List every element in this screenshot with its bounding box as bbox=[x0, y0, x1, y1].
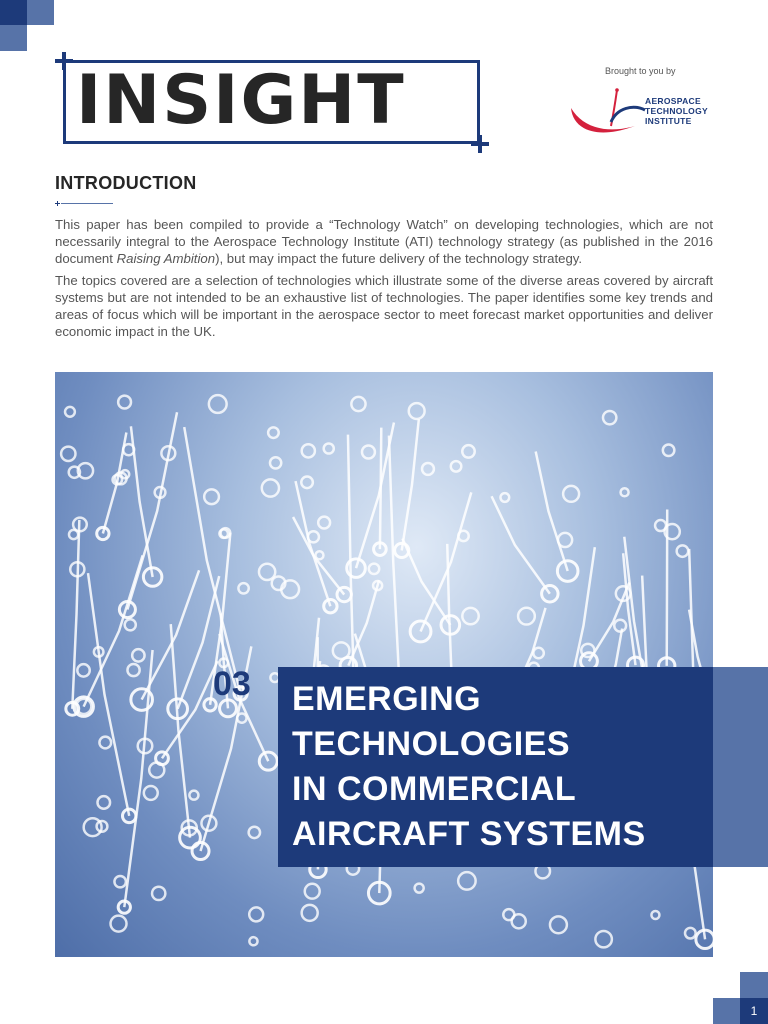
ati-logo-line: INSTITUTE bbox=[645, 116, 692, 126]
plus-icon bbox=[55, 201, 60, 206]
corner-square bbox=[713, 998, 740, 1024]
corner-square bbox=[0, 25, 27, 51]
introduction-paragraph bbox=[55, 216, 713, 267]
title-line: AIRCRAFT SYSTEMS bbox=[292, 815, 646, 853]
plus-icon bbox=[471, 135, 489, 153]
title-line: EMERGING bbox=[292, 680, 482, 718]
issue-number: 03 bbox=[213, 665, 251, 703]
introduction-paragraph: The topics covered are a selection of technologies which illustrate some of the diverse areas covered by aircraft systems but are not intended to be an exhaustive list of technologies. The paper identifies some key trends and areas of focus which will be important in the aerospace sector to meet forecast market opportunities and deliver economic impact in the UK. bbox=[55, 273, 713, 339]
circuit-board-image bbox=[55, 372, 713, 957]
document-title-emphasis: Raising Ambition bbox=[116, 251, 216, 266]
paragraph-text: ), but may impact the future delivery of the technology strategy. bbox=[215, 251, 583, 266]
corner-square bbox=[27, 0, 54, 25]
document-title bbox=[292, 677, 646, 857]
paragraph-text: This paper has been compiled to provide a “Technology Watch” on developing technologies, which are not necessarily integral to the Aerospace Technology Institute (ATI) technology strategy (as published in the 2016 document bbox=[55, 217, 713, 266]
corner-square bbox=[740, 972, 768, 998]
title-accent-block bbox=[713, 667, 768, 867]
circuit-board-graphic bbox=[55, 372, 713, 957]
brought-to-you-by: Brought to you by bbox=[605, 66, 676, 76]
page-number: 1 bbox=[750, 1004, 758, 1018]
introduction-heading: INTRODUCTION bbox=[55, 173, 197, 193]
ati-logo-text bbox=[645, 96, 708, 126]
ati-logo-icon bbox=[567, 86, 647, 142]
rule-line bbox=[61, 203, 113, 204]
plus-icon bbox=[55, 52, 73, 70]
title-line: TECHNOLOGIES bbox=[292, 725, 571, 763]
title-line: IN COMMERCIAL bbox=[292, 770, 577, 808]
ati-logo-line: TECHNOLOGY bbox=[645, 106, 708, 116]
ati-logo-line: AEROSPACE bbox=[645, 96, 701, 106]
corner-square bbox=[0, 0, 27, 25]
masthead-title: INSIGHT bbox=[76, 61, 406, 140]
heading-rule bbox=[55, 203, 113, 205]
